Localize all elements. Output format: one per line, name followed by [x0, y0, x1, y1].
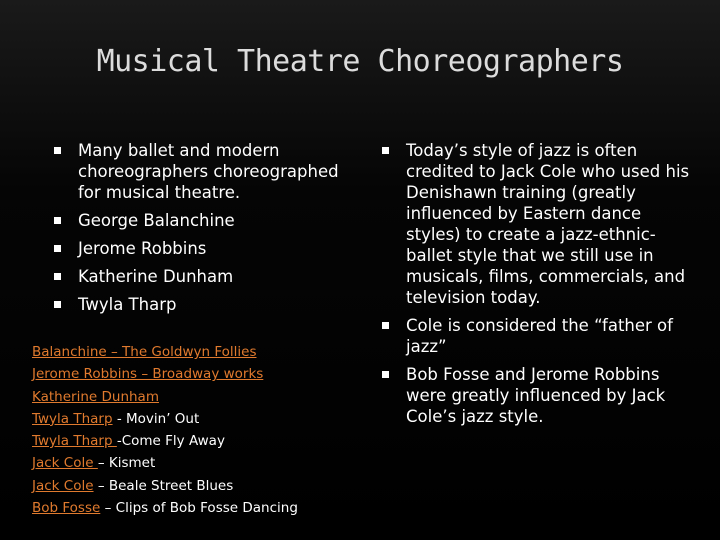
- video-link[interactable]: Twyla Tharp: [32, 410, 113, 427]
- bullet-text: George Balanchine: [78, 211, 235, 230]
- video-link[interactable]: Bob Fosse: [32, 500, 101, 517]
- square-bullet-icon: [54, 301, 61, 308]
- list-item: [50, 238, 350, 259]
- list-item: [378, 364, 698, 427]
- square-bullet-icon: [382, 322, 389, 329]
- right-column: [378, 140, 698, 434]
- square-bullet-icon: [382, 147, 389, 154]
- list-item: [378, 140, 698, 308]
- link-row: [32, 363, 352, 385]
- left-column: [50, 140, 350, 322]
- link-suffix: – Kismet: [97, 455, 156, 472]
- square-bullet-icon: [382, 371, 389, 378]
- link-row: [32, 430, 352, 452]
- link-row: [32, 386, 352, 408]
- link-row: [32, 475, 352, 497]
- right-bullet-list: [378, 140, 698, 427]
- bullet-text: Today’s style of jazz is often credited to Jack Cole who used his Denishawn training (greatly influenced by Eastern dance styles) to create a jazz-ethnic-ballet style that we still use in musicals, films, commercials, and television today.: [406, 141, 690, 307]
- video-link[interactable]: Twyla Tharp: [32, 433, 117, 450]
- square-bullet-icon: [54, 147, 61, 154]
- bullet-text: Twyla Tharp: [78, 295, 177, 314]
- link-row: [32, 341, 352, 363]
- video-link[interactable]: Jack Cole: [32, 455, 98, 472]
- square-bullet-icon: [54, 217, 61, 224]
- list-item: [50, 210, 350, 231]
- link-suffix: – Beale Street Blues: [93, 477, 234, 494]
- link-row: [32, 452, 352, 474]
- list-item: [50, 294, 350, 315]
- video-link[interactable]: Balanchine – The Goldwyn Follies: [32, 344, 257, 360]
- bullet-text: Jerome Robbins: [78, 239, 207, 258]
- bullet-text: Bob Fosse and Jerome Robbins were greatly influenced by Jack Cole’s jazz style.: [406, 365, 666, 426]
- link-suffix: -Come Fly Away: [116, 433, 225, 450]
- left-bullet-list: [50, 140, 350, 315]
- square-bullet-icon: [54, 273, 61, 280]
- link-suffix: – Clips of Bob Fosse Dancing: [100, 500, 298, 517]
- list-item: [50, 140, 350, 203]
- square-bullet-icon: [54, 245, 61, 252]
- link-row: [32, 497, 352, 519]
- video-link[interactable]: Katherine Dunham: [32, 388, 159, 405]
- bullet-text: Katherine Dunham: [78, 267, 234, 286]
- slide-title: Musical Theatre Choreographers: [96, 44, 624, 79]
- video-link[interactable]: Jerome Robbins – Broadway works: [32, 366, 264, 383]
- list-item: [50, 266, 350, 287]
- link-suffix: - Movin’ Out: [112, 410, 200, 427]
- bullet-text: Many ballet and modern choreographers choreographed for musical theatre.: [78, 141, 339, 202]
- link-row: [32, 408, 352, 430]
- bullet-text: Cole is considered the “father of jazz”: [406, 316, 673, 356]
- video-links: [32, 341, 352, 519]
- video-link[interactable]: Jack Cole: [32, 477, 94, 494]
- list-item: [378, 315, 698, 357]
